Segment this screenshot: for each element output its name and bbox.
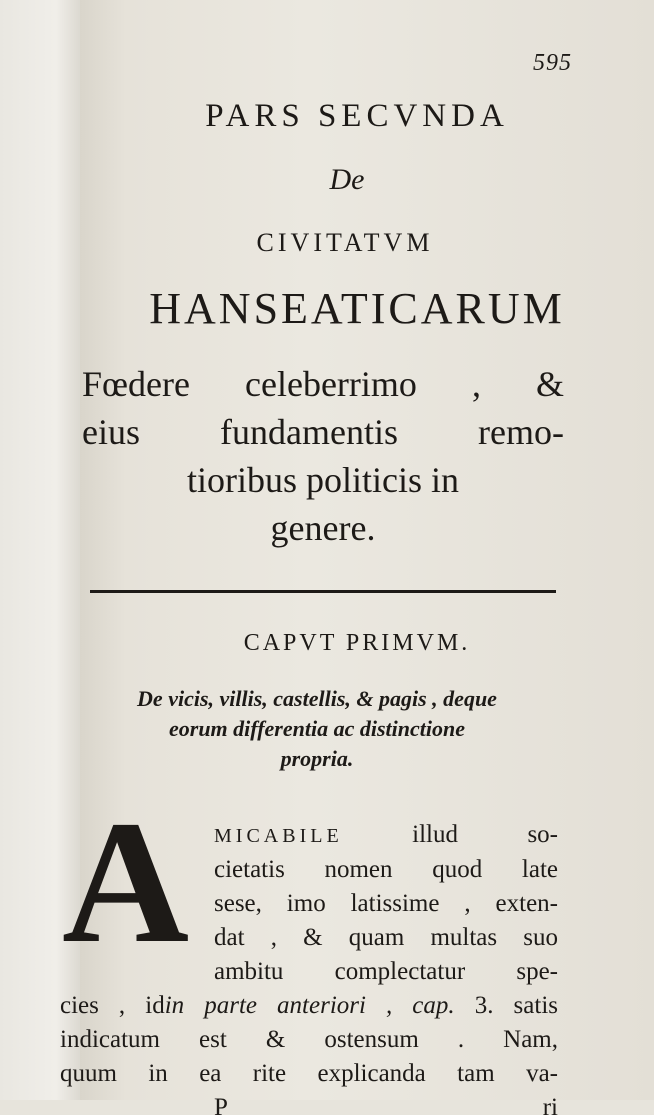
body-line: cietatis nomen quod late [214,856,558,883]
chapter-heading: CAPVT PRIMVM. [243,630,471,656]
body-word: cies , id [60,992,165,1019]
summary-line: De vicis, villis, castellis, & pagis , deque [137,686,497,711]
body-line: quum in ea rite explicanda tam va- [60,1060,558,1087]
body-line [60,818,558,853]
small-caps-word: MICABILE [214,825,343,847]
subtitle-line: eius fundamentis remo- [82,412,564,452]
subtitle-line: tioribus politicis in [186,460,459,500]
subtitle-line: Fœdere celeberrimo , & [82,364,564,404]
body-line-cut: P ri [214,1094,558,1115]
body-line: indicatum est & ostensum . Nam, [60,1026,558,1053]
horizontal-rule [90,590,556,593]
body-line: sese, imo latissime , exten- [214,890,558,917]
body-word: 3. satis [474,992,558,1019]
title-pars-secunda: PARS SECVNDA [205,98,509,134]
body-line [60,989,558,1023]
body-word: illud so- [412,821,558,848]
title-civitatum: CIVITATVM [256,228,434,257]
subtitle-line: genere. [270,508,376,548]
subtitle [82,360,564,552]
drop-cap: A [62,785,190,980]
chapter-summary [70,684,564,774]
title-hanseaticarum: HANSEATICARUM [149,284,565,333]
summary-line: eorum differentia ac distinctione [169,716,465,741]
body-line: dat , & quam multas suo [214,924,558,951]
body-line: ambitu complectatur spe- [214,958,558,985]
body-text [60,818,558,1115]
summary-line: propria. [280,746,354,771]
italic-phrase: in parte anteriori , cap. [164,992,455,1019]
page-number: 595 [533,50,572,76]
title-de: De [329,163,365,196]
